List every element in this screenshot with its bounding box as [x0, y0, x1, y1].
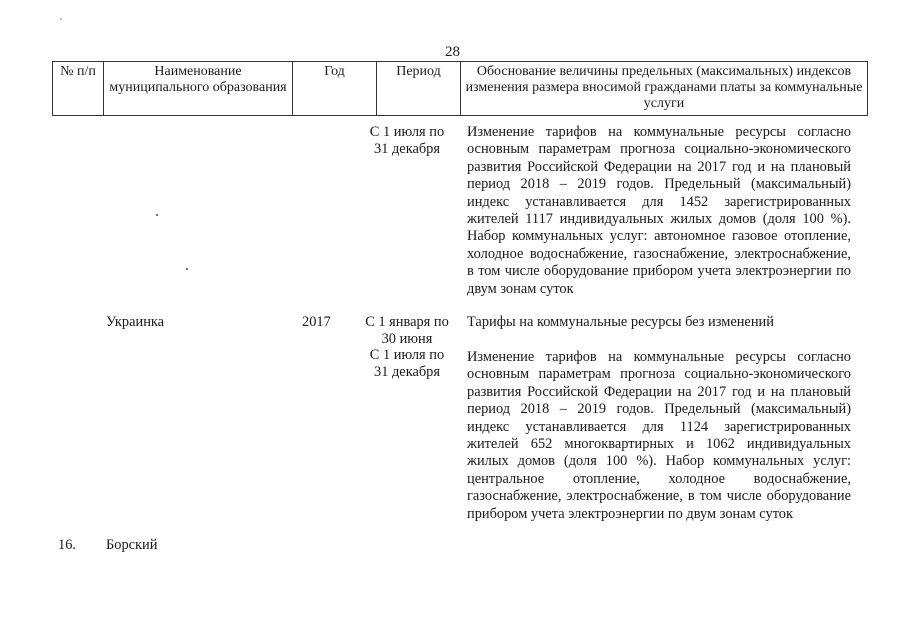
header-col-reason: Обоснование величины предельных (максимальных) индексов изменения размера вносимой гражданами платы за коммунальные услуги [461, 62, 868, 116]
row-municipality-name: Украинка [106, 314, 165, 330]
header-row [53, 62, 868, 116]
scan-speck [186, 268, 188, 270]
row-period: С 1 июля по 31 декабря [369, 347, 445, 381]
row-municipality-name: Борский [106, 537, 158, 553]
row-year: 2017 [302, 314, 331, 330]
scan-speck [60, 18, 62, 20]
header-col-year: Год [293, 62, 377, 116]
row-reason: Тарифы на коммунальные ресурсы без изменений [467, 314, 774, 330]
row-reason: Изменение тарифов на коммунальные ресурсы согласно основным параметрам прогноза социально-экономического развития Российской Федерации на 2017 год и на плановый период 2018 – 2019 годов. Предельный (максимальный) индекс устанавливается для 1124 зарегистрированных жителей 652 многоквартирных и 1062 индивидуальных жилых домов (доля 100 %). Набор коммунальных услуг: центральное отопление, холодное водоснабжение, газоснабжение, электроснабжение, в том числе оборудование прибором учета электроэнергии по двум зонам суток [467, 349, 851, 522]
header-col-number: № п/п [53, 62, 104, 116]
header-col-period: Период [377, 62, 461, 116]
row-number: 16. [58, 537, 76, 553]
row-reason: Изменение тарифов на коммунальные ресурсы согласно основным параметрам прогноза социально-экономического развития Российской Федерации на 2017 год и на плановый период 2018 – 2019 годов. Предельный (максимальный) индекс устанавливается для 1452 зарегистрированных жителей 1117 индивидуальных жилых домов (доля 100 %). Набор коммунальных услуг: автономное газовое отопление, холодное водоснабжение, газоснабжение, электроснабжение, в том числе оборудование прибором учета электроэнергии по двум зонам суток [467, 124, 851, 297]
header-col-municipality: Наименование муниципального образования [104, 62, 293, 116]
row-period: С 1 июля по 31 декабря [369, 124, 445, 158]
scan-speck [156, 214, 158, 216]
table-header [52, 61, 868, 116]
page-number: 28 [445, 44, 460, 60]
row-period: С 1 января по 30 июня [365, 314, 449, 348]
